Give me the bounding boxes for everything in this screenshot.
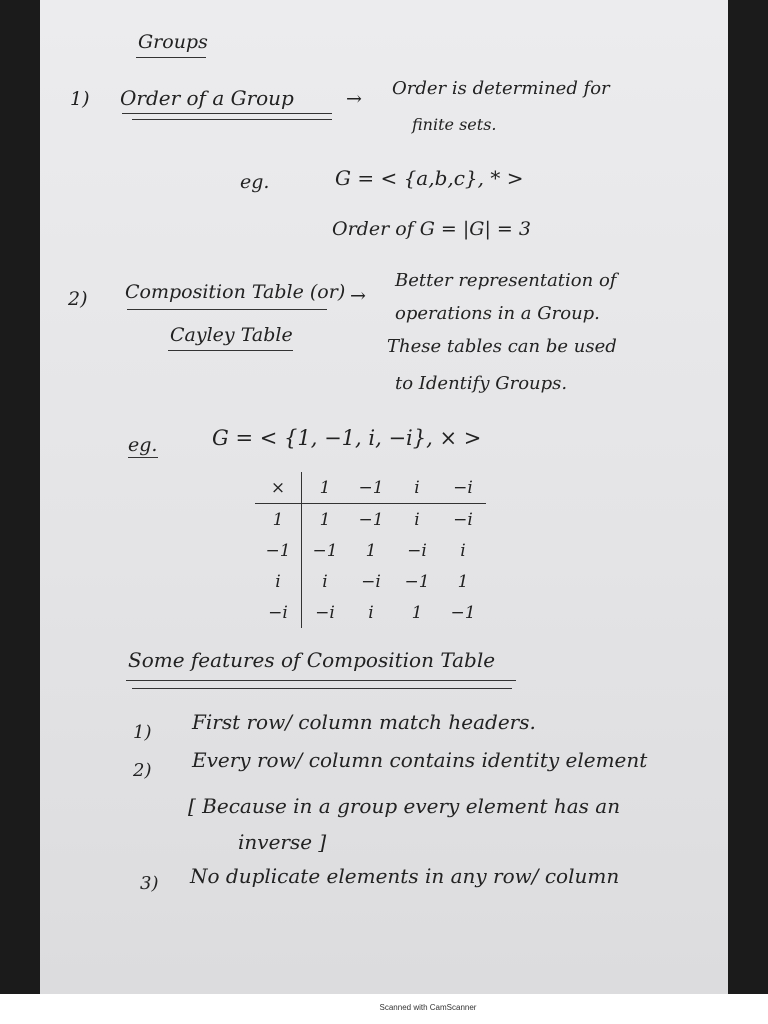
table-header-cell: 1 bbox=[302, 472, 349, 504]
section1-number: 1) bbox=[70, 88, 90, 110]
section2-number: 2) bbox=[68, 288, 88, 310]
feature-number: 1) bbox=[133, 722, 152, 743]
section2-eg-label: eg. bbox=[128, 434, 158, 456]
feature-text: Every row/ column contains identity element bbox=[192, 748, 648, 772]
section2-arrow: → bbox=[350, 285, 366, 307]
table-cell: i bbox=[322, 571, 328, 592]
feature-text: No duplicate elements in any row/ column bbox=[190, 864, 620, 888]
table-cell: 1 bbox=[319, 509, 331, 530]
section2-group-definition: G = < {1, −1, i, −i}, × > bbox=[212, 426, 482, 450]
feature-number: 2) bbox=[133, 760, 152, 781]
section1-group-definition: G = < {a,b,c}, * > bbox=[335, 166, 524, 190]
table-row-header: i bbox=[255, 566, 302, 597]
scan-border-right bbox=[728, 0, 768, 994]
table-cell: i bbox=[368, 602, 374, 623]
feature-text: inverse ] bbox=[238, 830, 327, 854]
table-cell: −1 bbox=[450, 602, 476, 623]
table-cell: 1 bbox=[457, 571, 469, 592]
section2-heading-line2: Cayley Table bbox=[170, 324, 293, 346]
scanner-watermark: Scanned with CamScanner bbox=[379, 1003, 477, 1012]
section2-heading-line1: Composition Table (or) bbox=[125, 281, 346, 303]
table-cell: −i bbox=[407, 540, 427, 561]
feature-text: First row/ column match headers. bbox=[192, 710, 536, 734]
table-row-header: −i bbox=[255, 597, 302, 628]
section2-desc-line1: Better representation of bbox=[395, 270, 617, 291]
table-row-header: −1 bbox=[255, 535, 302, 566]
section1-desc-line2: finite sets. bbox=[412, 115, 497, 134]
table-cell: −1 bbox=[358, 509, 384, 530]
section2-heading-line2-underline bbox=[168, 350, 293, 351]
table-header-cell: i bbox=[394, 472, 440, 504]
section1-desc-line1: Order is determined for bbox=[392, 78, 610, 99]
section1-heading: Order of a Group bbox=[120, 86, 294, 110]
table-row-header: 1 bbox=[255, 504, 302, 536]
scan-border-left bbox=[0, 0, 40, 994]
cayley-table bbox=[255, 472, 486, 628]
page-title: Groups bbox=[138, 31, 208, 53]
section2-heading-underline bbox=[127, 309, 327, 310]
table-cell: 1 bbox=[365, 540, 377, 561]
table-row bbox=[255, 535, 486, 566]
table-row bbox=[255, 504, 486, 536]
table-header-cell: −1 bbox=[348, 472, 394, 504]
features-heading-underline-1 bbox=[126, 680, 516, 681]
section2-desc-line3: These tables can be used bbox=[387, 336, 617, 357]
features-heading: Some features of Composition Table bbox=[128, 648, 496, 672]
section2-desc-line2: operations in a Group. bbox=[395, 303, 600, 324]
table-cell: 1 bbox=[411, 602, 423, 623]
features-heading-underline-2 bbox=[132, 688, 512, 689]
section1-arrow: → bbox=[346, 88, 362, 110]
table-cell: −1 bbox=[312, 540, 338, 561]
table-cell: i bbox=[414, 509, 420, 530]
table-cell: −i bbox=[361, 571, 381, 592]
section2-desc-line4: to Identify Groups. bbox=[395, 373, 568, 394]
section1-heading-underline-2 bbox=[132, 119, 332, 120]
table-header-cell: × bbox=[255, 472, 302, 504]
section1-order-line: Order of G = |G| = 3 bbox=[332, 218, 531, 240]
table-cell: −1 bbox=[404, 571, 430, 592]
table-header-cell: −i bbox=[440, 472, 486, 504]
section2-eg-underline bbox=[128, 457, 158, 458]
table-row bbox=[255, 566, 486, 597]
feature-number: 3) bbox=[140, 873, 159, 894]
table-row bbox=[255, 597, 486, 628]
title-underline bbox=[136, 57, 206, 58]
table-header-row bbox=[255, 472, 486, 504]
section1-eg-label: eg. bbox=[240, 171, 270, 193]
feature-text: [ Because in a group every element has an bbox=[188, 794, 621, 818]
table-cell: i bbox=[460, 540, 466, 561]
table-cell: −i bbox=[315, 602, 335, 623]
table-cell: −i bbox=[453, 509, 473, 530]
section1-heading-underline-1 bbox=[122, 113, 332, 114]
